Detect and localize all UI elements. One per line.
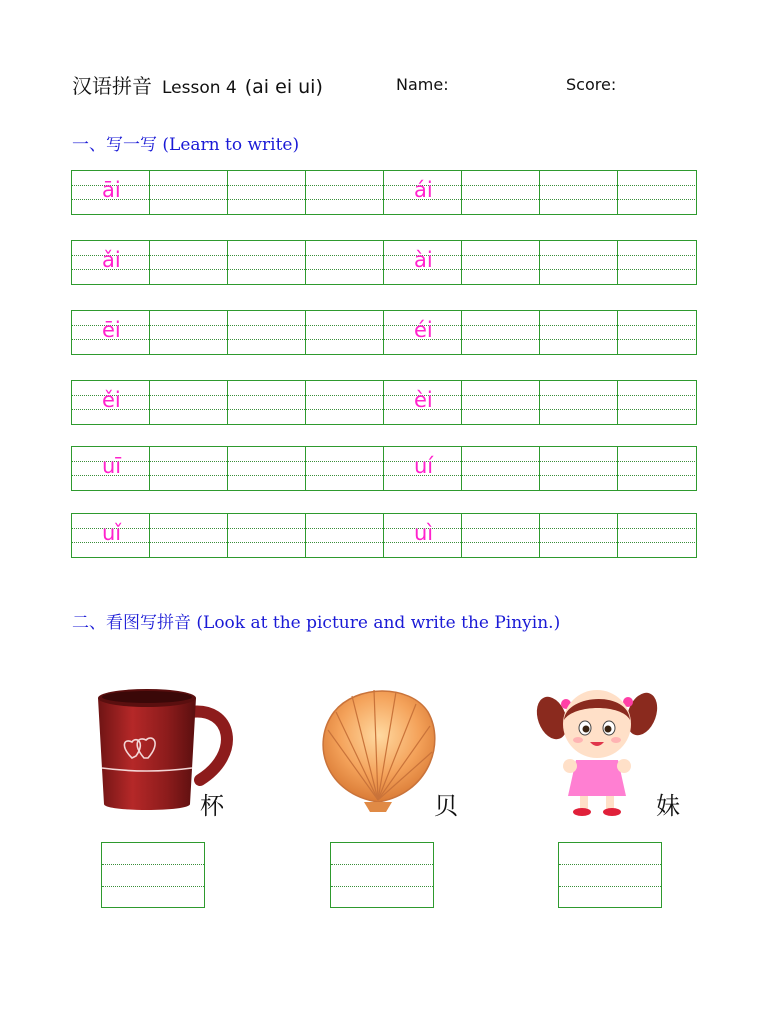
- practice-cell[interactable]: [305, 311, 384, 354]
- practice-cell[interactable]: [149, 381, 228, 424]
- practice-cell[interactable]: [617, 514, 697, 557]
- pinyin-syllable: èi: [414, 388, 433, 412]
- shell-hanzi: 贝: [434, 792, 458, 820]
- model-cell[interactable]: [383, 171, 462, 214]
- model-cell[interactable]: [71, 171, 150, 214]
- guide-line: [331, 864, 433, 865]
- answer-box-mug[interactable]: [101, 842, 205, 908]
- worksheet-title: [72, 70, 323, 99]
- practice-cell[interactable]: [539, 514, 618, 557]
- guide-line: [102, 864, 204, 865]
- practice-cell[interactable]: [461, 311, 540, 354]
- writing-row: [71, 380, 697, 425]
- practice-cell[interactable]: [227, 447, 306, 490]
- pinyin-syllable: ēi: [102, 318, 121, 342]
- writing-row: [71, 513, 697, 558]
- practice-cell[interactable]: [539, 447, 618, 490]
- name-label: Name:: [396, 75, 449, 94]
- girl-picture: [530, 680, 690, 820]
- model-cell[interactable]: [383, 381, 462, 424]
- model-cell[interactable]: [383, 311, 462, 354]
- pinyin-syllable: ái: [414, 178, 433, 202]
- pinyin-syllable: ǎi: [102, 248, 121, 272]
- pinyin-syllable: uì: [414, 521, 434, 545]
- model-cell[interactable]: [71, 514, 150, 557]
- guide-line: [102, 886, 204, 887]
- pinyin-syllable: uí: [414, 454, 434, 478]
- practice-cell[interactable]: [149, 311, 228, 354]
- practice-cell[interactable]: [227, 241, 306, 284]
- practice-cell[interactable]: [227, 171, 306, 214]
- section-look-and-write-title: 二、看图写拼音 (Look at the picture and write the Pinyin.): [72, 613, 561, 633]
- mug-picture: [92, 684, 242, 820]
- guide-line: [559, 886, 661, 887]
- model-cell[interactable]: [383, 241, 462, 284]
- guide-line: [559, 864, 661, 865]
- pinyin-syllable: āi: [102, 178, 121, 202]
- guide-line: [331, 886, 433, 887]
- writing-row: [71, 240, 697, 285]
- practice-cell[interactable]: [305, 447, 384, 490]
- shell-picture: [316, 684, 466, 820]
- pinyin-syllable: uǐ: [102, 521, 122, 545]
- section-learn-to-write-title: 一、写一写 (Learn to write): [72, 135, 300, 155]
- practice-cell[interactable]: [539, 171, 618, 214]
- practice-cell[interactable]: [461, 241, 540, 284]
- writing-row: [71, 170, 697, 215]
- practice-cell[interactable]: [539, 241, 618, 284]
- practice-cell[interactable]: [617, 381, 697, 424]
- practice-cell[interactable]: [149, 171, 228, 214]
- practice-cell[interactable]: [227, 514, 306, 557]
- model-cell[interactable]: [383, 447, 462, 490]
- score-label: Score:: [566, 75, 617, 94]
- worksheet-header: [72, 68, 712, 102]
- pinyin-syllable: uī: [102, 454, 122, 478]
- answer-box-girl[interactable]: [558, 842, 662, 908]
- practice-cell[interactable]: [227, 381, 306, 424]
- practice-cell[interactable]: [227, 311, 306, 354]
- answer-box-shell[interactable]: [330, 842, 434, 908]
- pinyin-syllable: ài: [414, 248, 433, 272]
- model-cell[interactable]: [383, 514, 462, 557]
- practice-cell[interactable]: [305, 171, 384, 214]
- model-cell[interactable]: [71, 447, 150, 490]
- girl-hanzi: 妹: [656, 792, 680, 820]
- pinyin-syllable: éi: [414, 318, 433, 342]
- practice-cell[interactable]: [149, 514, 228, 557]
- practice-cell[interactable]: [617, 171, 697, 214]
- lesson-label: Lesson 4: [162, 78, 237, 98]
- practice-cell[interactable]: [539, 311, 618, 354]
- model-cell[interactable]: [71, 311, 150, 354]
- practice-cell[interactable]: [461, 381, 540, 424]
- title-chinese: 汉语拼音: [72, 74, 152, 98]
- writing-row: [71, 446, 697, 491]
- writing-row: [71, 310, 697, 355]
- practice-cell[interactable]: [539, 381, 618, 424]
- practice-cell[interactable]: [149, 241, 228, 284]
- model-cell[interactable]: [71, 381, 150, 424]
- practice-cell[interactable]: [617, 241, 697, 284]
- practice-cell[interactable]: [305, 381, 384, 424]
- model-cell[interactable]: [71, 241, 150, 284]
- practice-cell[interactable]: [461, 447, 540, 490]
- practice-cell[interactable]: [305, 241, 384, 284]
- mug-hanzi: 杯: [200, 792, 224, 820]
- practice-cell[interactable]: [617, 311, 697, 354]
- practice-cell[interactable]: [461, 514, 540, 557]
- lesson-sounds: (ai ei ui): [244, 76, 323, 98]
- practice-cell[interactable]: [149, 447, 228, 490]
- pinyin-syllable: ěi: [102, 388, 121, 412]
- practice-cell[interactable]: [461, 171, 540, 214]
- practice-cell[interactable]: [617, 447, 697, 490]
- practice-cell[interactable]: [305, 514, 384, 557]
